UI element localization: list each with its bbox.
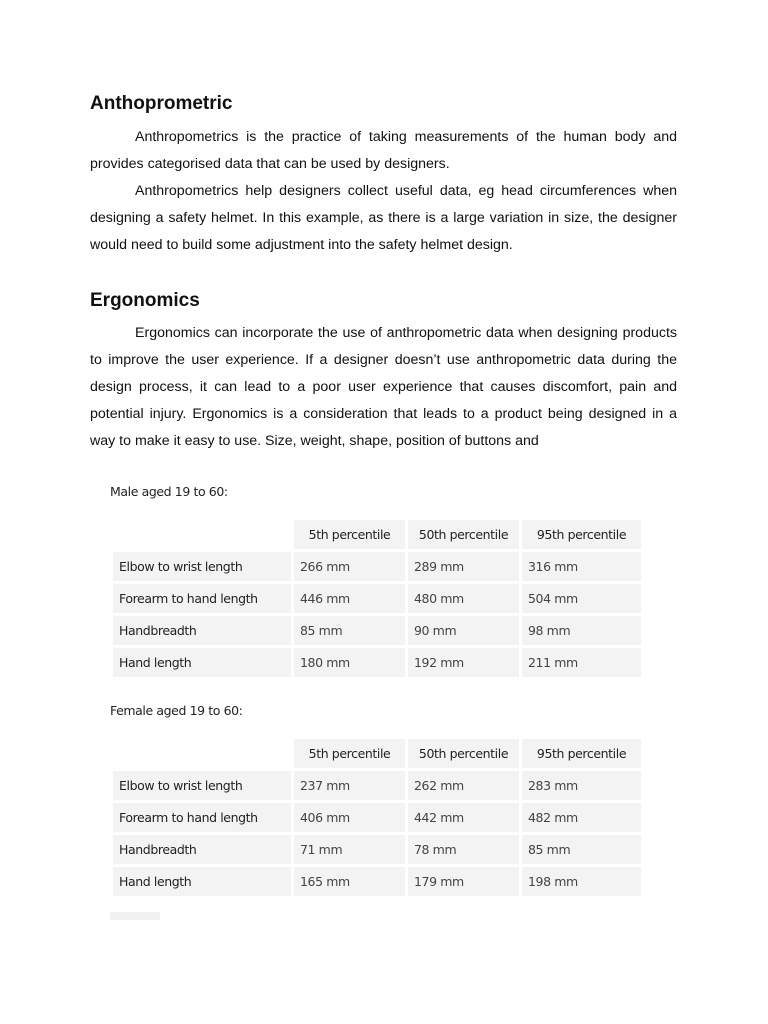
- heading-anthropometric: Anthoprometric: [90, 93, 233, 114]
- value-cell: 85 mm: [522, 835, 641, 864]
- empty-corner-cell: [113, 520, 291, 549]
- value-cell: 262 mm: [408, 771, 519, 800]
- value-cell: 165 mm: [294, 867, 405, 896]
- row-label: Handbreadth: [113, 835, 291, 864]
- table-row: [113, 771, 641, 800]
- row-label: Handbreadth: [113, 616, 291, 645]
- value-cell: 442 mm: [408, 803, 519, 832]
- value-cell: 192 mm: [408, 648, 519, 677]
- value-cell: 446 mm: [294, 584, 405, 613]
- table-row: [113, 803, 641, 832]
- value-cell: 98 mm: [522, 616, 641, 645]
- row-label: Forearm to hand length: [113, 803, 291, 832]
- heading-ergonomics: Ergonomics: [90, 290, 200, 311]
- table-row: [113, 648, 641, 677]
- anthro-paragraph-2: Anthropometrics help designers collect useful data, eg head circumferences when designing a safety helmet. In this example, as there is a large variation in size, the designer would need to build some adjustment into the safety helmet design.: [90, 183, 677, 253]
- value-cell: 85 mm: [294, 616, 405, 645]
- cropped-image-remnant: [110, 912, 160, 920]
- value-cell: 211 mm: [522, 648, 641, 677]
- value-cell: 71 mm: [294, 835, 405, 864]
- header-50th: 50th percentile: [408, 520, 519, 549]
- value-cell: 289 mm: [408, 552, 519, 581]
- value-cell: 179 mm: [408, 867, 519, 896]
- value-cell: 198 mm: [522, 867, 641, 896]
- table-header-row: [113, 520, 641, 549]
- value-cell: 90 mm: [408, 616, 519, 645]
- table-row: [113, 616, 641, 645]
- value-cell: 237 mm: [294, 771, 405, 800]
- row-label: Elbow to wrist length: [113, 552, 291, 581]
- anthro-paragraph-1: Anthropometrics is the practice of taking measurements of the human body and provides categorised data that can be used by designers.: [90, 129, 677, 172]
- female-measurements-table: [110, 736, 644, 899]
- row-label: Forearm to hand length: [113, 584, 291, 613]
- table-header-row: [113, 739, 641, 768]
- table-row: [113, 835, 641, 864]
- value-cell: 480 mm: [408, 584, 519, 613]
- male-measurements-table: [110, 517, 644, 680]
- header-95th: 95th percentile: [522, 739, 641, 768]
- row-label: Hand length: [113, 648, 291, 677]
- male-table-caption: Male aged 19 to 60:: [110, 484, 228, 499]
- value-cell: 78 mm: [408, 835, 519, 864]
- table-row: [113, 584, 641, 613]
- header-5th: 5th percentile: [294, 739, 405, 768]
- value-cell: 180 mm: [294, 648, 405, 677]
- row-label: Elbow to wrist length: [113, 771, 291, 800]
- row-label: Hand length: [113, 867, 291, 896]
- value-cell: 316 mm: [522, 552, 641, 581]
- table-row: [113, 867, 641, 896]
- value-cell: 504 mm: [522, 584, 641, 613]
- table-row: [113, 552, 641, 581]
- header-50th: 50th percentile: [408, 739, 519, 768]
- value-cell: 482 mm: [522, 803, 641, 832]
- header-95th: 95th percentile: [522, 520, 641, 549]
- empty-corner-cell: [113, 739, 291, 768]
- value-cell: 406 mm: [294, 803, 405, 832]
- header-5th: 5th percentile: [294, 520, 405, 549]
- ergo-paragraph-1: Ergonomics can incorporate the use of anthropometric data when designing products to improve the user experience. If a designer doesn’t use anthropometric data during the design process, it can lead to a poor user experience that causes discomfort, pain and potential injury. Ergonomics is a consideration that leads to a product being designed in a way to make it easy to use. Size, weight, shape, position of buttons and: [90, 325, 677, 449]
- value-cell: 283 mm: [522, 771, 641, 800]
- value-cell: 266 mm: [294, 552, 405, 581]
- female-table-caption: Female aged 19 to 60:: [110, 703, 243, 718]
